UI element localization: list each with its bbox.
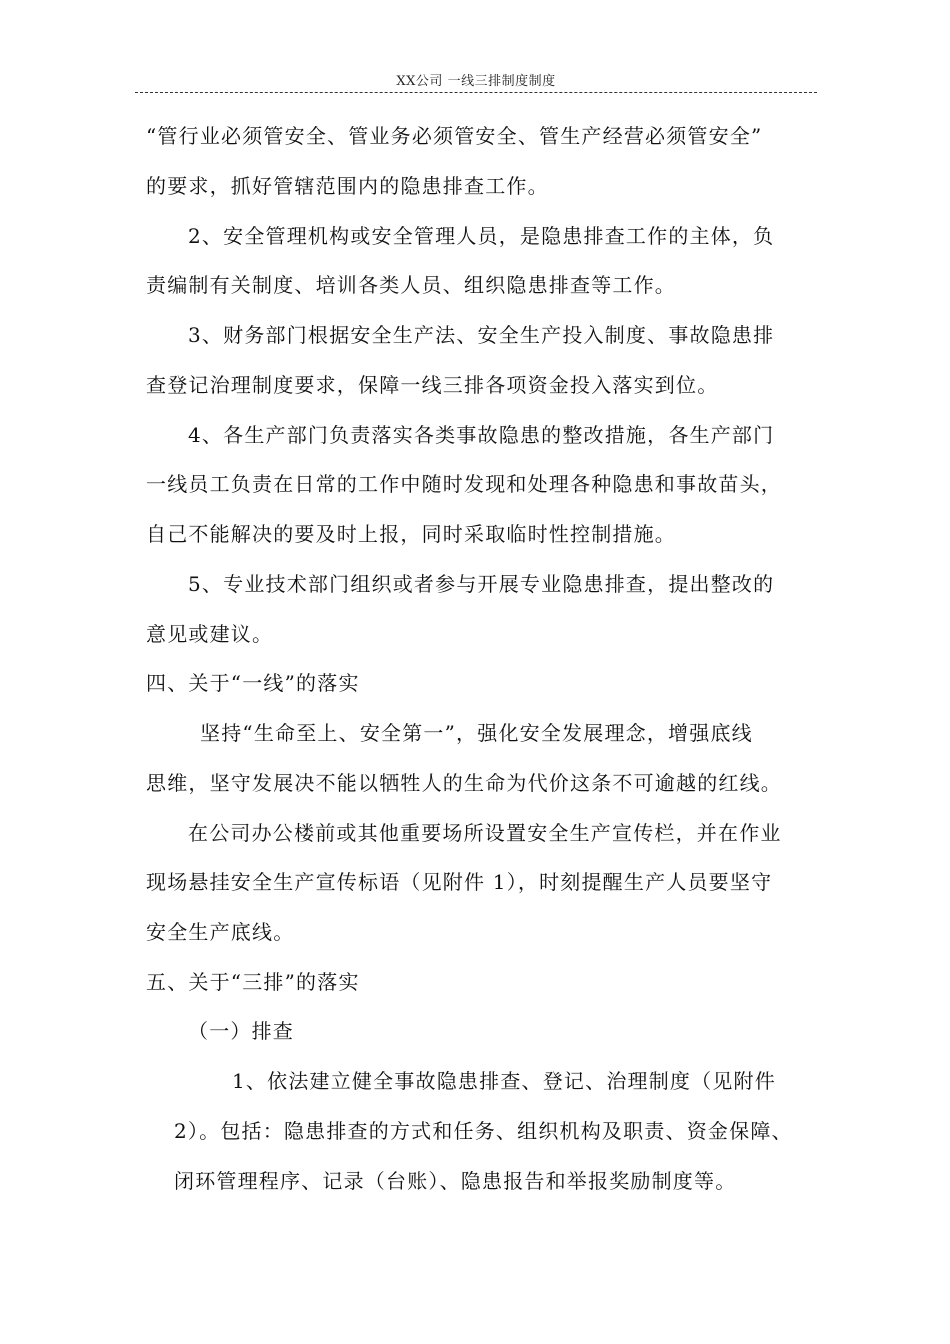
body-line-4: 责编制有关制度、培训各类人员、组织隐患排查等工作。 — [146, 273, 676, 297]
body-line-15: 在公司办公楼前或其他重要场所设置安全生产宣传栏，并在作业 — [188, 821, 782, 845]
body-line-8: 一线员工负责在日常的工作中随时发现和处理各种隐患和事故苗头， — [146, 472, 782, 496]
body-line-20: 1、依法建立健全事故隐患排查、登记、治理制度（见附件 — [232, 1069, 776, 1093]
body-line-2: 的要求，抓好管辖范围内的隐患排查工作。 — [146, 174, 549, 198]
section-heading-5: 五、关于“三排”的落实 — [146, 970, 360, 994]
header-title: XX公司 一线三排制度制度 — [396, 74, 556, 89]
body-line-16: 现场悬挂安全生产宣传标语（见附件 1），时刻提醒生产人员要坚守 — [146, 870, 773, 894]
section-heading-4: 四、关于“一线”的落实 — [146, 671, 360, 695]
body-line-5: 3、财务部门根据安全生产法、安全生产投入制度、事故隐患排 — [188, 323, 775, 347]
body-line-6: 查登记治理制度要求，保障一线三排各项资金投入落实到位。 — [146, 373, 719, 397]
body-line-22: 闭环管理程序、记录（台账）、隐患报告和举报奖励制度等。 — [174, 1169, 737, 1193]
body-line-9: 自己不能解决的要及时上报，同时采取临时性控制措施。 — [146, 522, 676, 546]
body-line-10: 5、专业技术部门组织或者参与开展专业隐患排查，提出整改的 — [188, 572, 775, 596]
body-line-11: 意见或建议。 — [146, 622, 274, 646]
subsection-heading-1: （一）排查 — [188, 1019, 294, 1043]
body-line-13: 坚持“生命至上、安全第一”，强化安全发展理念，增强底线 — [200, 721, 753, 745]
body-line-1: “管行业必须管安全、管业务必须管安全、管生产经营必须管安全” — [146, 124, 763, 148]
body-line-7: 4、各生产部门负责落实各类事故隐患的整改措施，各生产部门 — [188, 423, 775, 447]
body-line-14: 思维，坚守发展决不能以牺牲人的生命为代价这条不可逾越的红线。 — [146, 771, 782, 795]
body-line-17: 安全生产底线。 — [146, 920, 295, 944]
page-header — [135, 74, 817, 93]
body-line-21: 2）。包括：隐患排查的方式和任务、组织机构及职责、资金保障、 — [174, 1119, 793, 1143]
body-line-3: 2、安全管理机构或安全管理人员，是隐患排查工作的主体，负 — [188, 224, 775, 248]
